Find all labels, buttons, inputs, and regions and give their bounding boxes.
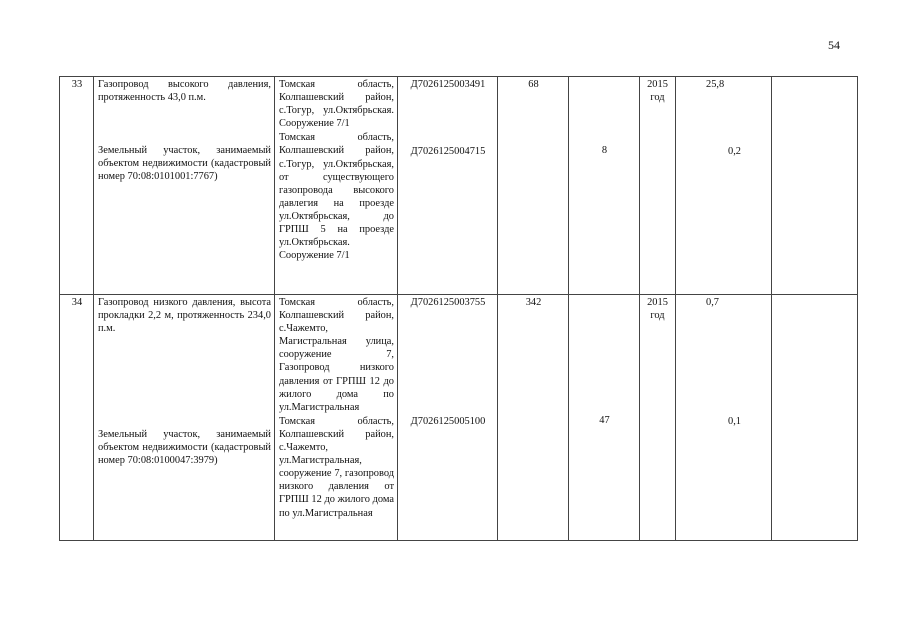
land-plot-name: Земельный участок, занимаемый объектом недвижимости (кадастровый номер 70:08:0101001:7767) [98,145,271,183]
land-plot-address: Томская область, Колпашевский район, с.Тогур, ул.Октябрьская, от существующего газопровода высокого давлегия на проезде ул.Октябрьская, до ГРПШ 5 на проезде ул.Октябрьская. Сооружение 7/1 [279,132,394,262]
empty-cell [772,295,858,541]
land-plot-address: Томская область, Колпашевский район, с.Чажемто, ул.Магистральная, сооружение 7, газопровод низкого давления от ГРПШ 12 до жилого дома по ул.Магистральная [279,415,394,519]
address-cell [275,77,398,295]
property-registry-table [59,76,858,541]
page-number: 54 [828,38,840,52]
name-cell [94,295,275,541]
value2-cell [676,295,772,541]
object-reg-code: Д7026125003491 [410,79,486,90]
value1-object-cell [498,295,569,541]
object-value2: 25,8 [706,79,725,90]
value1-land-cell [569,77,640,295]
object-year: 2015 год [647,79,668,104]
reg-code-cell [398,295,498,541]
address-cell [275,295,398,541]
land-plot-value2: 0,1 [728,416,741,428]
object-name: Газопровод низкого давления, высота прокладки 2,2 м, протяженность 234,0 п.м. [98,297,271,335]
table-row [60,77,858,295]
empty-cell [772,77,858,295]
object-value2: 0,7 [706,297,719,308]
land-plot-value2: 0,2 [728,146,741,158]
reg-code-cell [398,77,498,295]
object-address: Томская область, Колпашевский район, с.Тогур, ул.Октябрьская. Сооружение 7/1 [279,79,394,130]
row-number: 33 [71,79,83,90]
object-address: Томская область, Колпашевский район, с.Чажемто, Магистральная улица, сооружение 7, Газопровод низкого давления от ГРПШ 12 до жилого дома по ул.Магистральная [279,297,394,413]
object-year: 2015 год [647,297,668,322]
land-plot-reg-code: Д7026125004715 [410,146,486,158]
row-number-cell [60,77,94,295]
row-number: 34 [71,297,83,308]
object-value1: 68 [528,79,539,90]
object-reg-code: Д7026125003755 [410,297,486,308]
object-name: Газопровод высокого давления, протяженность 43,0 п.м. [98,79,271,104]
name-cell [94,77,275,295]
year-cell [640,77,676,295]
value2-cell [676,77,772,295]
land-plot-value1: 47 [599,415,610,426]
year-cell [640,295,676,541]
land-plot-value1: 8 [601,145,608,156]
value1-object-cell [498,77,569,295]
land-plot-name: Земельный участок, занимаемый объектом недвижимости (кадастровый номер 70:08:0100047:3979) [98,429,271,467]
land-plot-reg-code: Д7026125005100 [410,416,486,428]
table-row [60,295,858,541]
object-value1: 342 [525,297,542,308]
row-number-cell [60,295,94,541]
value1-land-cell [569,295,640,541]
